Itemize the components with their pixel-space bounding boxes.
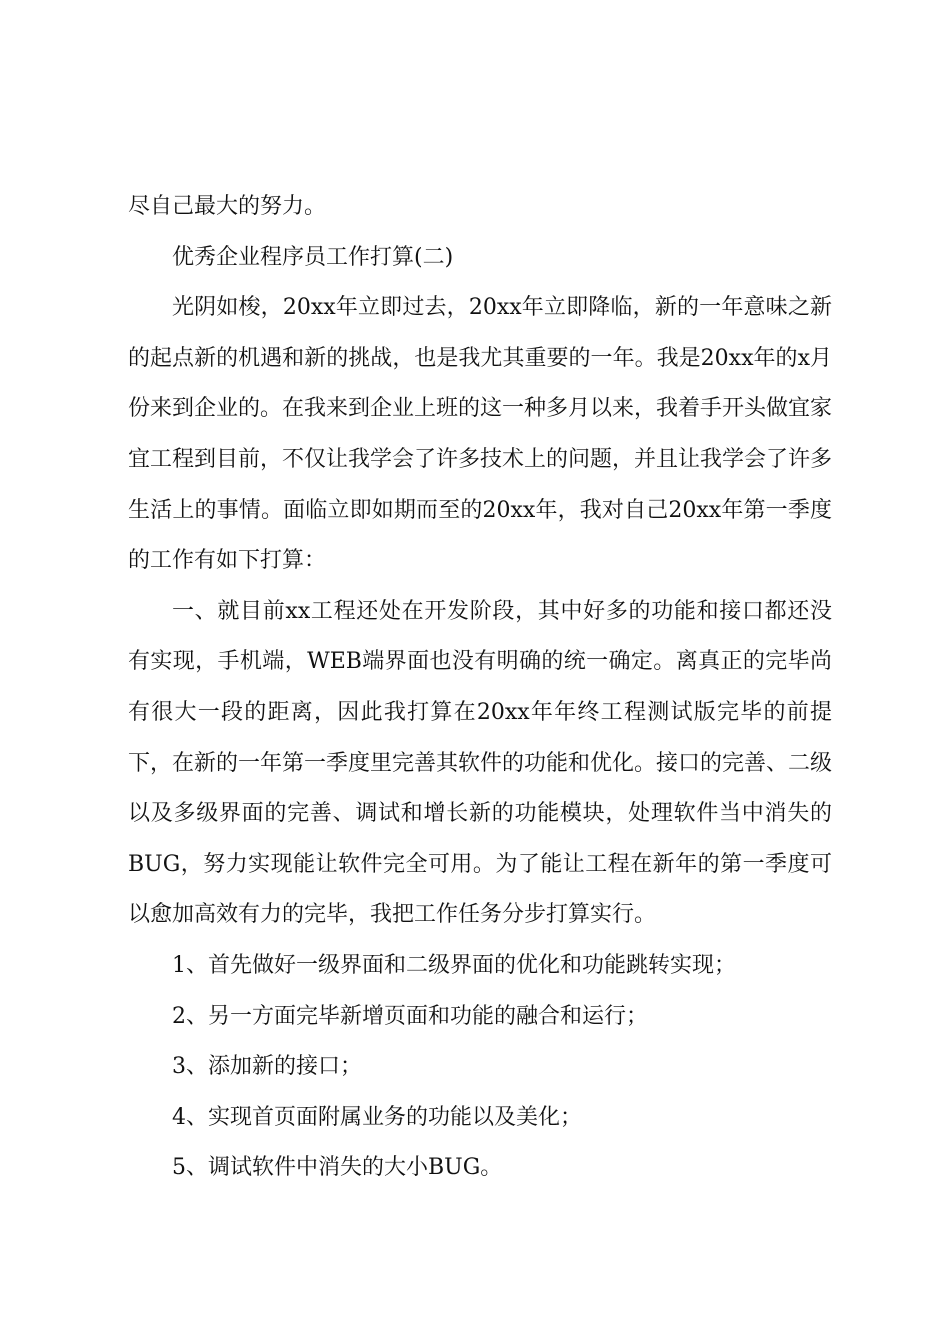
list-item: 4、实现首页面附属业务的功能以及美化； <box>172 1104 582 1130</box>
list-item: 2、另一方面完毕新增页面和功能的融合和运行； <box>172 1003 648 1029</box>
list-item: 1、首先做好一级界面和二级界面的优化和功能跳转实现； <box>172 952 736 978</box>
paragraph-plan: 一、就目前xx工程还处在开发阶段，其中好多的功能和接口都还没有实现，手机端，WEB端界面也没有明确的统一确定。离真正的完毕尚有很大一段的距离，因此我打算在20xx年年终工程测试版完毕的前提下，在新的一年第一季度里完善其软件的功能和优化。接口的完善、二级以及多级界面的完善、调试和增长新的功能模块，处理软件当中消失的BUG，努力实现能让软件完全可用。为了能让工程在新年的第一季度可以愈加高效有力的完毕，我把工作任务分步打算实行。 <box>128 598 833 928</box>
paragraph-intro: 光阴如梭，20xx年立即过去，20xx年立即降临，新的一年意味之新的起点新的机遇和新的挑战，也是我尤其重要的一年。我是20xx年的x月份来到企业的。在我来到企业上班的这一种多月以来，我着手开头做宜家宜工程到目前，不仅让我学会了许多技术上的问题，并且让我学会了许多生活上的事情。面临立即如期而至的20xx年，我对自己20xx年第一季度的工作有如下打算： <box>128 295 833 574</box>
section-heading: 优秀企业程序员工作打算(二) <box>172 244 454 270</box>
list-item: 5、调试软件中消失的大小BUG。 <box>172 1155 503 1181</box>
list-item: 3、添加新的接口； <box>172 1054 362 1080</box>
paragraph-continuation: 尽自己最大的努力。 <box>128 194 327 219</box>
document-body <box>128 182 832 1194</box>
